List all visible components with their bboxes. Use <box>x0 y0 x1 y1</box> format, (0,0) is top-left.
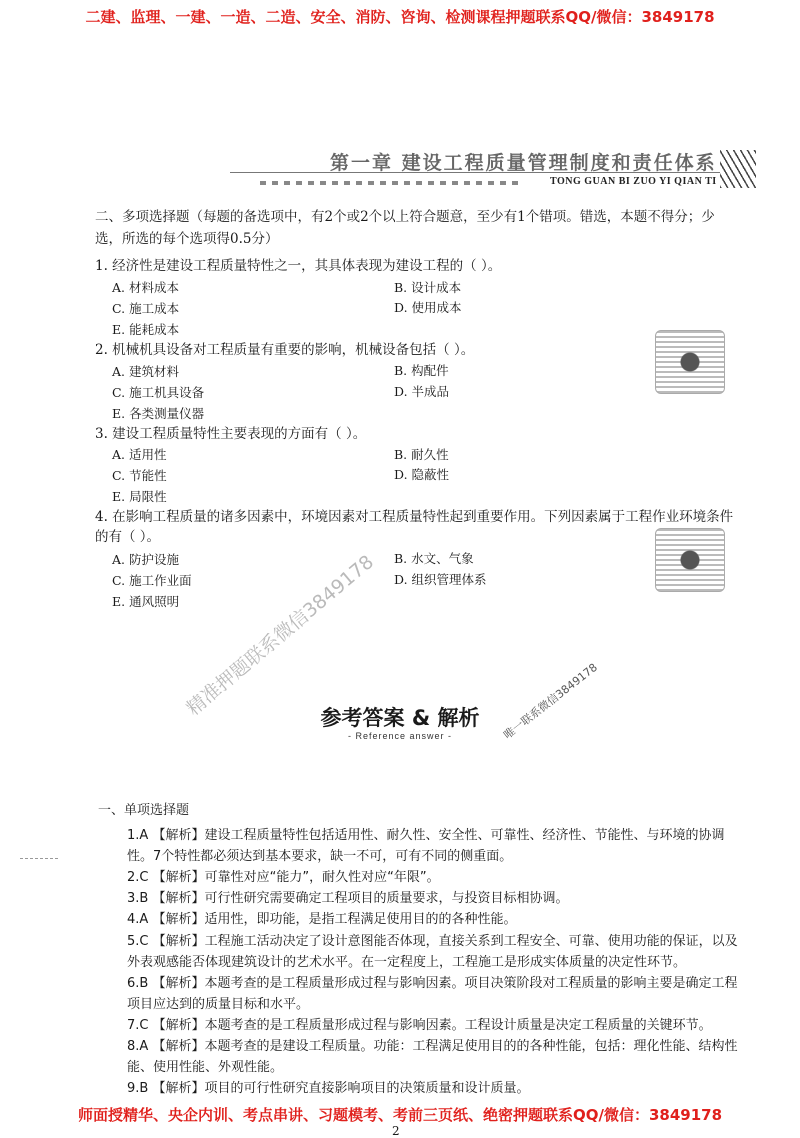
answer-text: 适用性，即功能，是指工程满足使用目的的各种性能。 <box>204 912 517 927</box>
answer-entry <box>100 1078 740 1099</box>
question-option: D. 组织管理体系 <box>394 572 487 587</box>
question-option: C. 施工机具设备 <box>112 385 205 400</box>
answer-number: 8.A <box>127 1039 149 1054</box>
question-option: E. 能耗成本 <box>112 322 180 337</box>
question-stem: 2. 机械机具设备对工程质量有重要的影响，机械设备包括（ ）。 <box>95 342 475 358</box>
answer-entry <box>100 867 740 888</box>
question-stem: 3. 建设工程质量特性主要表现的方面有（ ）。 <box>95 426 367 442</box>
answer-entry <box>100 1036 740 1078</box>
question-option: A. 材料成本 <box>112 280 179 295</box>
answer-text: 可靠性对应“能力”，耐久性对应“年限”。 <box>204 870 440 885</box>
answer-text: 工程施工活动决定了设计意图能否体现，直接关系到工程安全、可靠、使用功能的保证，以及外表观感能否体现建筑设计的艺术水平。在一定程度上，工程施工是形成实体质量的决定性环节。 <box>127 934 738 970</box>
answer-entry <box>100 973 740 1015</box>
question-option: A. 适用性 <box>112 447 167 462</box>
question-option: B. 耐久性 <box>394 447 449 462</box>
question-option: B. 设计成本 <box>394 280 462 295</box>
margin-mark <box>20 858 58 859</box>
answer-tag: 【解析】 <box>152 1081 205 1096</box>
hatch-decoration <box>720 150 756 188</box>
question-option: B. 水文、气象 <box>394 551 474 566</box>
answer-tag: 【解析】 <box>152 891 205 906</box>
question-option: D. 使用成本 <box>394 300 462 315</box>
answer-number: 7.C <box>127 1018 149 1033</box>
answer-text: 本题考查的是工程质量形成过程与影响因素。项目决策阶段对工程质量的影响主要是确定工程项目应达到的质量目标和水平。 <box>127 976 738 1012</box>
qr-code-icon <box>655 528 725 592</box>
question-option: C. 节能性 <box>112 468 167 483</box>
answer-entry <box>100 888 740 909</box>
question-option: A. 防护设施 <box>112 552 179 567</box>
answer-tag: 【解析】 <box>152 870 205 885</box>
question-option: E. 通风照明 <box>112 594 180 609</box>
answer-tag: 【解析】 <box>152 1039 205 1054</box>
answer-number: 9.B <box>127 1081 149 1096</box>
question-option: D. 半成品 <box>394 384 450 399</box>
watermark-side: 唯一联系微信3849178 <box>501 660 600 742</box>
answer-tag: 【解析】 <box>152 912 205 927</box>
question-option: B. 构配件 <box>394 363 449 378</box>
answer-tag: 【解析】 <box>152 1018 205 1033</box>
answer-text: 本题考查的是工程质量形成过程与影响因素。工程设计质量是决定工程质量的关键环节。 <box>204 1018 712 1033</box>
question-option: E. 各类测量仪器 <box>112 406 205 421</box>
watermark-main: 精准押题联系微信3849178 <box>182 550 378 720</box>
question-option: A. 建筑材料 <box>112 364 179 379</box>
answer-tag: 【解析】 <box>152 934 205 949</box>
answer-text: 项目的可行性研究直接影响项目的决策质量和设计质量。 <box>204 1081 530 1096</box>
answer-entry <box>100 931 740 973</box>
answer-text: 可行性研究需要确定工程项目的质量要求，与投资目标相协调。 <box>204 891 569 906</box>
answer-text: 建设工程质量特性包括适用性、耐久性、安全性、可靠性、经济性、节能性、与环境的协调性。7个特性都必须达到基本要求，缺一不可，可有不同的侧重面。 <box>127 828 725 864</box>
answer-number: 3.B <box>127 891 149 906</box>
question-option: C. 施工作业面 <box>112 573 192 588</box>
answers-subtitle: - Reference answer - <box>347 731 453 741</box>
answer-number: 6.B <box>127 976 149 991</box>
chapter-dots-decoration <box>260 181 520 185</box>
answer-number: 1.A <box>127 828 149 843</box>
single-choice-section-title: 一、单项选择题 <box>98 803 190 818</box>
bottom-banner: 师面授精华、央企内训、考点串讲、习题模考、考前三页纸、绝密押题联系QQ/微信：3849178 <box>77 1106 723 1124</box>
chapter-title: 第一章 建设工程质量管理制度和责任体系 <box>330 152 717 174</box>
answer-number: 2.C <box>127 870 149 885</box>
answer-number: 5.C <box>127 934 149 949</box>
question-option: E. 局限性 <box>112 489 167 504</box>
answer-tag: 【解析】 <box>152 828 205 843</box>
question-stem: 4. 在影响工程质量的诸多因素中，环境因素对工程质量特性起到重要作用。下列因素属于工程作业环境条件的有（ ）。 <box>95 509 734 545</box>
answer-text: 本题考查的是建设工程质量。功能：工程满足使用目的的各种性能，包括：理化性能、结构性能、使用性能、外观性能。 <box>127 1039 738 1075</box>
question-option: D. 隐蔽性 <box>394 467 450 482</box>
answers-title: 参考答案 & 解析 <box>320 706 480 730</box>
qr-code-icon <box>655 330 725 394</box>
answer-number: 4.A <box>127 912 149 927</box>
page-number: 2 <box>392 1124 400 1138</box>
answer-entry <box>100 909 740 930</box>
question-stem: 1. 经济性是建设工程质量特性之一，其具体表现为建设工程的（ ）。 <box>95 258 502 274</box>
answer-entry <box>100 1015 740 1036</box>
question-option: C. 施工成本 <box>112 301 180 316</box>
answer-tag: 【解析】 <box>152 976 205 991</box>
chapter-pinyin: TONG GUAN BI ZUO YI QIAN TI <box>550 176 717 187</box>
top-banner: 二建、监理、一建、一造、二造、安全、消防、咨询、检测课程押题联系QQ/微信：3849178 <box>85 8 715 26</box>
multi-choice-section-title: 二、多项选择题（每题的备选项中，有2个或2个以上符合题意，至少有1个错项。错选，本题不得分；少选，所选的每个选项得0.5分） <box>95 209 715 247</box>
answer-entry <box>100 825 740 867</box>
